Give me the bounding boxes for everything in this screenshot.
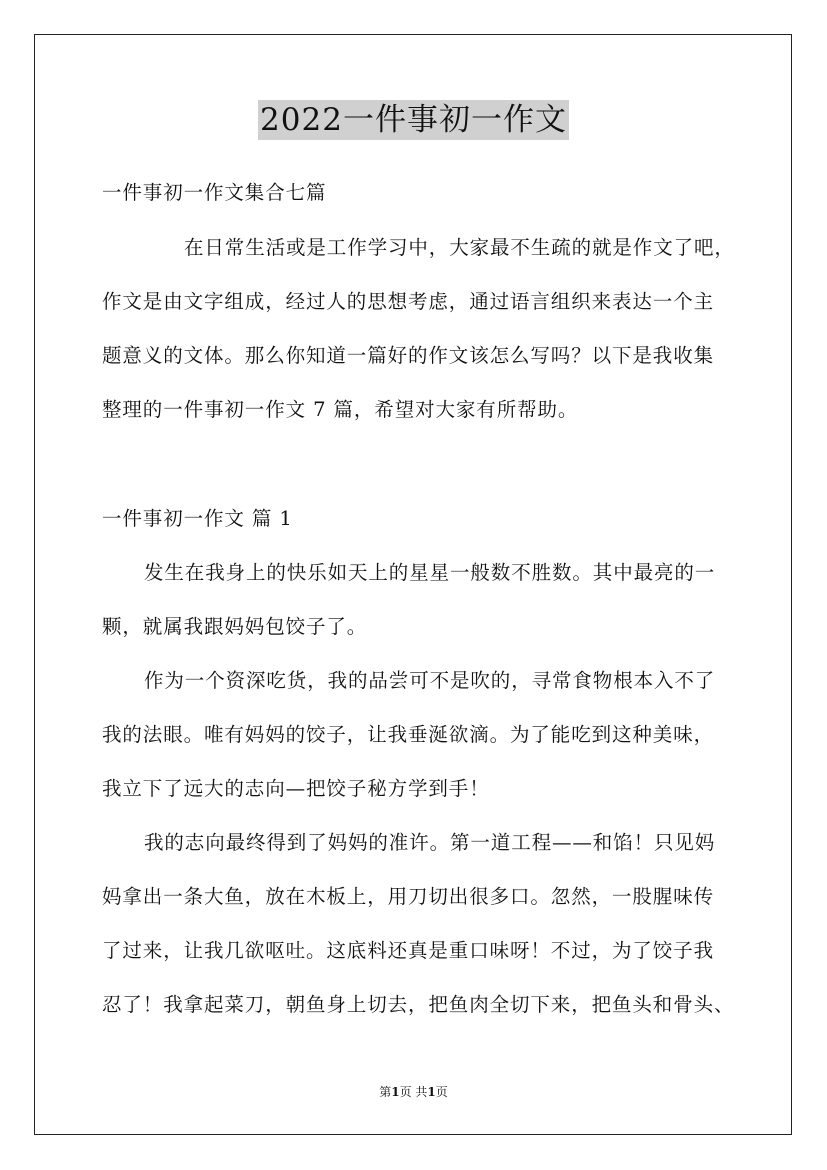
paragraph-line: 了过来，让我几欲呕吐。这底料还真是重口味呀！不过，为了饺子我	[102, 939, 715, 962]
document-title: 2022一件事初一作文	[260, 102, 567, 138]
footer-page-number: 1	[391, 1085, 400, 1099]
paragraph-line: 题意义的文体。那么你知道一篇好的作文该怎么写吗？以下是我收集	[102, 344, 715, 367]
paragraph-line: 整理的一件事初一作文 7 篇，希望对大家有所帮助。	[102, 398, 579, 421]
paragraph-line: 作文是由文字组成，经过人的思想考虑，通过语言组织来表达一个主	[102, 290, 715, 313]
paragraph-line: 发生在我身上的快乐如天上的星星一般数不胜数。其中最亮的一	[144, 561, 716, 584]
section-heading: 一件事初一作文 篇 1	[102, 507, 293, 530]
paragraph-line: 在日常生活或是工作学习中，大家最不生疏的就是作文了吧，	[184, 236, 735, 259]
paragraph-line: 颗，就属我跟妈妈包饺子了。	[102, 615, 368, 638]
paragraph-line: 我立下了远大的志向—把饺子秘方学到手！	[102, 777, 490, 800]
page-footer	[0, 1084, 827, 1100]
footer-mid: 页 共	[399, 1085, 428, 1099]
footer-suffix: 页	[435, 1085, 448, 1099]
title-container	[0, 100, 827, 140]
paragraph-line: 妈拿出一条大鱼，放在木板上，用刀切出很多口。忽然，一股腥味传	[102, 885, 715, 908]
paragraph-line: 我的法眼。唯有妈妈的饺子，让我垂涎欲滴。为了能吃到这种美味，	[102, 723, 715, 746]
paragraph-line: 作为一个资深吃货，我的品尝可不是吹的，寻常食物根本入不了	[144, 669, 716, 692]
paragraph-line: 忍了！我拿起菜刀，朝鱼身上切去，把鱼肉全切下来，把鱼头和骨头、	[102, 993, 735, 1016]
document-subtitle: 一件事初一作文集合七篇	[102, 181, 327, 204]
footer-total-pages: 1	[427, 1085, 436, 1099]
paragraph-line: 我的志向最终得到了妈妈的准许。第一道工程——和馅！只见妈	[144, 831, 716, 854]
footer-prefix: 第	[379, 1085, 392, 1099]
